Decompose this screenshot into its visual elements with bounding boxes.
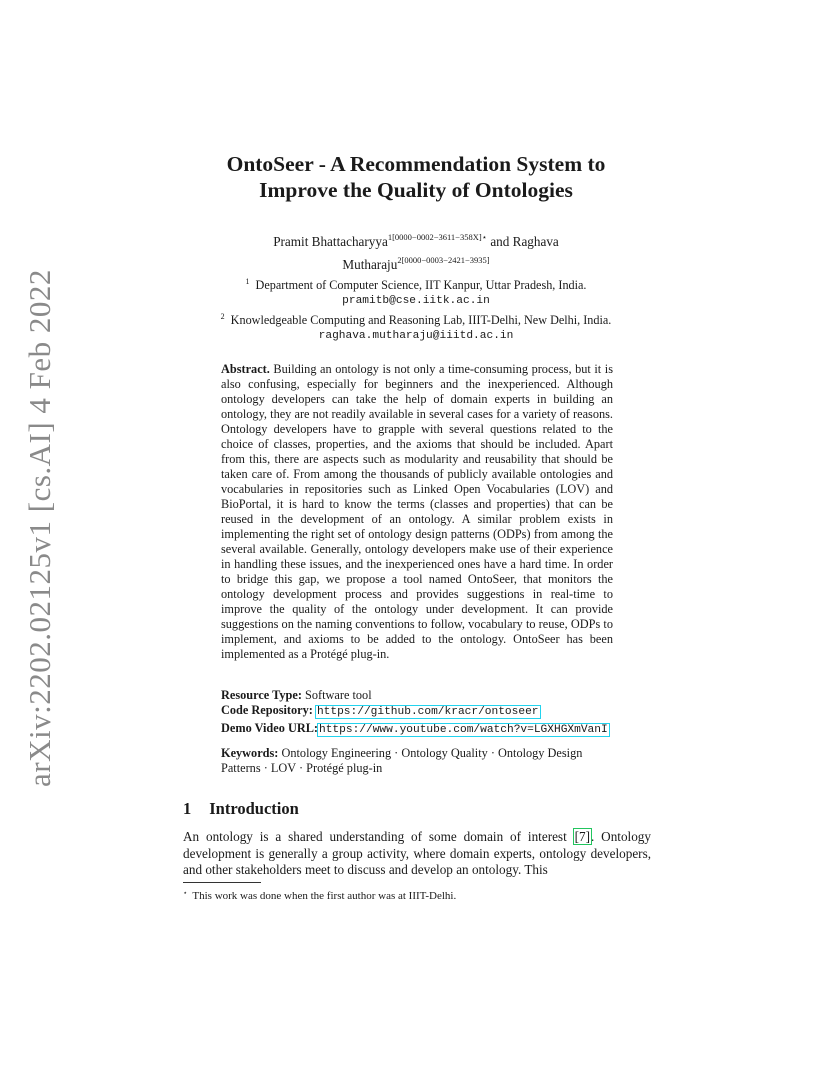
footnote-divider xyxy=(183,882,261,883)
intro-text-start: An ontology is a shared understanding of some domain of interest xyxy=(183,829,574,844)
demo-video-label: Demo Video URL: xyxy=(221,720,318,735)
arxiv-sidebar-stamp xyxy=(20,269,60,787)
arxiv-stamp-text: arXiv:2202.02125v1 [cs.AI] 4 Feb 2022 xyxy=(22,269,58,787)
affiliation-1-email: pramitb@cse.iitk.ac.in xyxy=(342,295,490,307)
affiliation-2 xyxy=(160,309,672,328)
footnote xyxy=(183,886,456,903)
affiliation-1 xyxy=(160,274,672,293)
intro-text-end: . Ontology development is generally a group activity, where domain experts, ontology developers, and other stakeholders meet to discuss and develop an ontology. This xyxy=(183,829,651,878)
affiliation-2-email: raghava.mutharaju@iiitd.ac.in xyxy=(318,330,514,342)
author-list xyxy=(170,228,662,274)
resource-type-label: Resource Type: xyxy=(221,688,302,702)
keywords-label: Keywords: xyxy=(221,746,279,760)
affiliations xyxy=(160,274,672,344)
section-title: Introduction xyxy=(209,799,299,818)
keywords-text: Ontology Engineering · Ontology Quality · Ontology Design Patterns · LOV · Protégé plug-in xyxy=(221,746,583,776)
affiliation-1-number: 1 xyxy=(245,277,250,286)
citation-link[interactable]: [7] xyxy=(574,829,590,844)
demo-video-line xyxy=(221,721,621,738)
abstract xyxy=(221,362,613,662)
author2-orcid: 2[0000−0003−2421−3935] xyxy=(397,255,490,265)
section-number: 1 xyxy=(183,799,192,818)
affiliation-2-text: Knowledgeable Computing and Reasoning Lab, IIIT-Delhi, New Delhi, India. xyxy=(230,313,612,327)
code-repository-link[interactable]: https://github.com/kracr/ontoseer xyxy=(316,706,539,719)
demo-video-link[interactable]: https://www.youtube.com/watch?v=LGXHGXmVanI xyxy=(319,723,608,736)
abstract-label: Abstract. xyxy=(221,362,270,376)
abstract-text: Building an ontology is not only a time-consuming process, but it is also confusing, especially for beginners and the inexperienced. Although ontology developers can take the help of domain experts in building an ontology, they are not readily available in several cases for a variety of reasons. Ontology developers have to grapple with several questions related to the choice of classes, properties, and the axioms that should be included. Apart from this, there are aspects such as modularity and reusability that should be taken care of. From among the thousands of publicly available ontologies and vocabularies in repositories such as Linked Open Vocabularies (LOV) and BioPortal, it is hard to know the terms (classes and properties) that can be reused in the development of an ontology. A similar problem exists in implementing the right set of ontology design patterns (ODPs) from among the several available. Generally, ontology developers make use of their experience in handling these issues, and the inexperienced ones have a hard time. In order to bridge this gap, we propose a tool named OntoSeer, that monitors the ontology development process and provides suggestions in real-time to improve the quality of the ontology under development. It can provide suggestions on the naming conventions to follow, vocabulary to reuse, ODPs to implement, and axioms to be added to the ontology. OntoSeer has been implemented as a Protégé plug-in. xyxy=(221,362,613,661)
footnote-text: This work was done when the first author was at IIIT-Delhi. xyxy=(192,890,457,902)
keywords xyxy=(221,746,613,777)
title-line-2: Improve the Quality of Ontologies xyxy=(259,178,573,202)
footnote-marker: ⋆ xyxy=(183,889,188,897)
affiliation-2-number: 2 xyxy=(220,312,225,321)
intro-paragraph xyxy=(183,829,651,879)
author1-name: Pramit Bhattacharyya xyxy=(273,234,388,249)
title-line-1: OntoSeer - A Recommendation System to xyxy=(226,152,606,176)
section-heading xyxy=(183,799,299,819)
resource-type-line xyxy=(221,688,621,703)
affiliation-1-text: Department of Computer Science, IIT Kanpur, Uttar Pradesh, India. xyxy=(255,278,587,292)
resource-type-value: Software tool xyxy=(305,688,372,702)
author2-name: Mutharaju xyxy=(342,257,398,272)
resource-info xyxy=(221,688,621,738)
author-conjunction: and Raghava xyxy=(487,234,559,249)
code-repository-label: Code Repository: xyxy=(221,703,313,718)
code-repository-line xyxy=(221,703,621,720)
paper-title xyxy=(150,151,682,203)
author1-orcid: 1[0000−0002−3611−358X]⋆ xyxy=(387,232,488,242)
